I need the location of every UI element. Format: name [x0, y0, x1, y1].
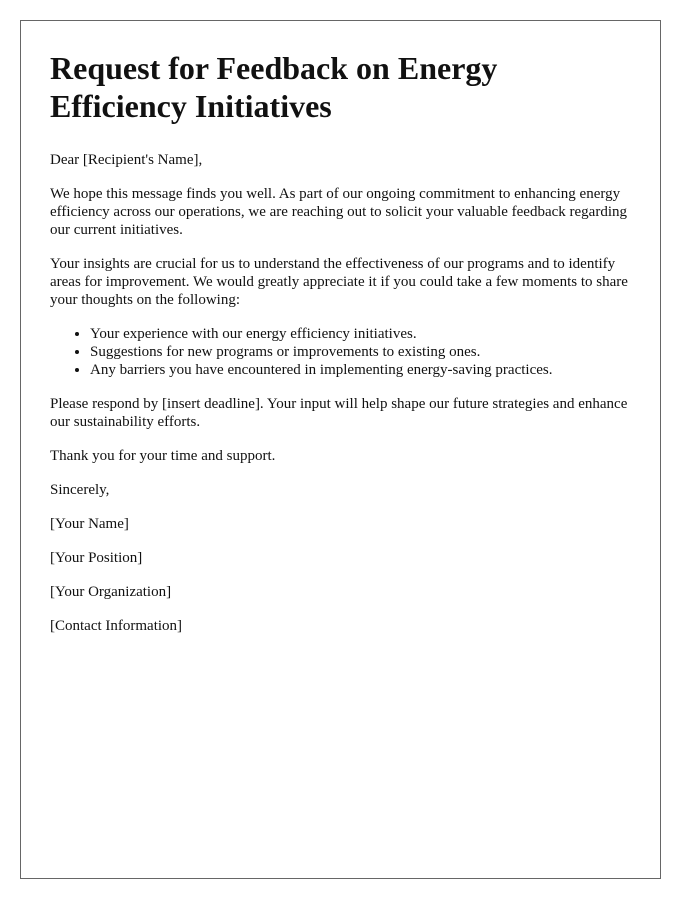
list-item: • Any barriers you have encountered in implementing energy-saving practices. — [90, 361, 635, 379]
letter-content — [50, 49, 635, 651]
signature-contact: [Contact Information] — [50, 618, 183, 634]
signature-name: [Your Name] — [50, 516, 129, 532]
list-item: • Your experience with our energy efficiency initiatives. — [90, 325, 635, 343]
salutation: Dear [Recipient's Name], — [50, 152, 203, 168]
signature-position: [Your Position] — [50, 550, 143, 566]
intro-paragraph: We hope this message finds you well. As part of our ongoing commitment to enhancing energy efficiency across our operations, we are reaching out to solicit your valuable feedback regarding our current initiatives. — [50, 186, 627, 238]
signature-organization: [Your Organization] — [50, 584, 172, 600]
insights-paragraph: Your insights are crucial for us to understand the effectiveness of our programs and to identify areas for improvement. We would greatly appreciate it if you could take a few moments to share your thoughts on the following: — [50, 256, 628, 308]
letter-page — [20, 20, 661, 879]
letter-title: Request for Feedback on Energy Efficiency Initiatives — [50, 50, 498, 124]
feedback-topics-list — [50, 325, 635, 379]
sign-off: Sincerely, — [50, 482, 110, 498]
deadline-paragraph: Please respond by [insert deadline]. Your input will help shape our future strategies and enhance our sustainability efforts. — [50, 396, 628, 430]
thank-you-paragraph: Thank you for your time and support. — [50, 448, 276, 464]
list-item: • Suggestions for new programs or improvements to existing ones. — [90, 343, 635, 361]
